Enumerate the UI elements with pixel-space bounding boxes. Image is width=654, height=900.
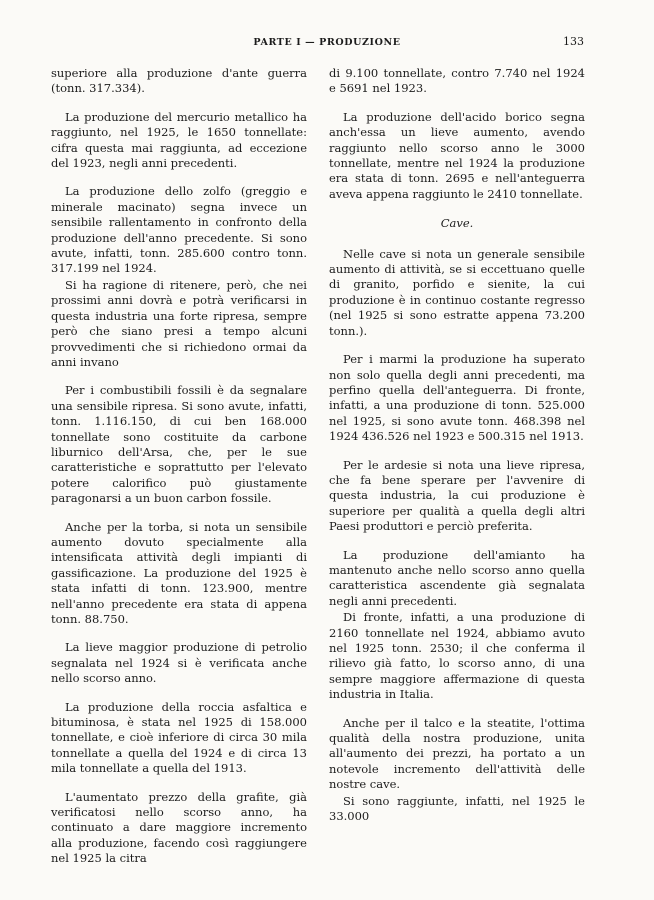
right-column bbox=[329, 66, 585, 837]
paragraph: La produzione del mercurio metallico ha raggiunto, nel 1925, le 1650 tonnellate: cifra questa mai raggiunta, ad eccezione del 1923, negli anni precedenti. bbox=[51, 109, 307, 171]
left-column bbox=[51, 66, 307, 880]
paragraph: Di fronte, infatti, a una produzione di 2160 tonnellate nel 1924, abbiamo avuto nel 1925 tonn. 2530; il che conferma il rilievo già fatto, lo scorso anno, di una sempre maggiore affermazione di questa industria in Italia. bbox=[329, 610, 585, 702]
running-header bbox=[70, 34, 584, 52]
paragraph: Anche per il talco e la steatite, l'ottima qualità della nostra produzione, unita all'aumento dei prezzi, ha portato a un notevole incremento dell'attività delle nostre cave. bbox=[329, 715, 585, 792]
paragraph: Per i combustibili fossili è da segnalare una sensibile ripresa. Si sono avute, infatti, tonn. 1.116.150, di cui ben 168.000 tonnellate sono costituite da carbone liburnico dell'Arsa, che, per le sue caratteristiche e soprattutto per l'elevato potere calorifico può giustamente paragonarsi a un buon carbon fossile. bbox=[51, 383, 307, 506]
paragraph: di 9.100 tonnellate, contro 7.740 nel 1924 e 5691 nel 1923. bbox=[329, 66, 585, 96]
paragraph: Si ha ragione di ritenere, però, che nei prossimi anni dovrà e potrà verificarsi in questa industria una forte ripresa, sempre però che siano presi a tempo alcuni provvedimenti che si richiedono ormai da anni invano bbox=[51, 277, 307, 369]
paragraph: superiore alla produzione d'ante guerra (tonn. 317.334). bbox=[51, 66, 307, 96]
paragraph: La produzione della roccia asfaltica e bituminosa, è stata nel 1925 di 158.000 tonnellate, e cioè inferiore di circa 30 mila tonnellate a quella del 1924 e di circa 13 mila tonnellate a quella del 1913. bbox=[51, 699, 307, 776]
paragraph: Anche per la torba, si nota un sensibile aumento dovuto specialmente alla intensificata attività degli impianti di gassificazione. La produzione del 1925 è stata infatti di tonn. 123.900, mentre nell'anno precedente era stata di appena tonn. 88.750. bbox=[51, 519, 307, 626]
paragraph: La produzione dell'acido borico segna anch'essa un lieve aumento, avendo raggiunto nello scorso anno le 3000 tonnellate, mentre nel 1924 la produzione era stata di tonn. 2695 e nell'anteguerra aveva appena raggiunto le 2410 tonnellate. bbox=[329, 109, 585, 201]
paragraph: Per le ardesie si nota una lieve ripresa, che fa bene sperare per l'avvenire di questa industria, la cui produzione è superiore per qualità a quella degli altri Paesi produttori e perciò preferita. bbox=[329, 457, 585, 534]
paragraph: La produzione dell'amianto ha mantenuto anche nello scorso anno quella caratteristica ascendente già segnalata negli anni precedenti. bbox=[329, 547, 585, 608]
paragraph: Nelle cave si nota un generale sensibile aumento di attività, se si eccettuano quelle di granito, porfido e sienite, la cui produzione è in continuo costante regresso (nel 1925 si sono estratte appena 73.200 tonn.). bbox=[329, 246, 585, 338]
paragraph: Per i marmi la produzione ha superato non solo quella degli anni precedenti, ma perfino quella dell'anteguerra. Di fronte, infatti, a una produzione di tonn. 525.000 nel 1925, si sono avute tonn. 468.398 nel 1924 436.526 nel 1923 e 500.315 nel 1913. bbox=[329, 352, 585, 444]
page-number: 133 bbox=[563, 35, 584, 48]
paragraph: La lieve maggior produzione di petrolio segnalata nel 1924 si è verificata anche nello scorso anno. bbox=[51, 640, 307, 686]
paragraph: L'aumentato prezzo della grafite, già verificatosi nello scorso anno, ha continuato a dare maggiore incremento alla produzione, facendo così raggiungere nel 1925 la citra bbox=[51, 789, 307, 866]
running-title: PARTE I — PRODUZIONE bbox=[253, 37, 401, 48]
paragraph: Si sono raggiunte, infatti, nel 1925 le 33.000 bbox=[329, 793, 585, 824]
section-heading: Cave. bbox=[440, 216, 474, 231]
paragraph: La produzione dello zolfo (greggio e minerale macinato) segna invece un sensibile rallentamento in confronto della produzione dell'anno precedente. Si sono avute, infatti, tonn. 285.600 contro tonn. 317.199 nel 1924. bbox=[51, 184, 307, 276]
